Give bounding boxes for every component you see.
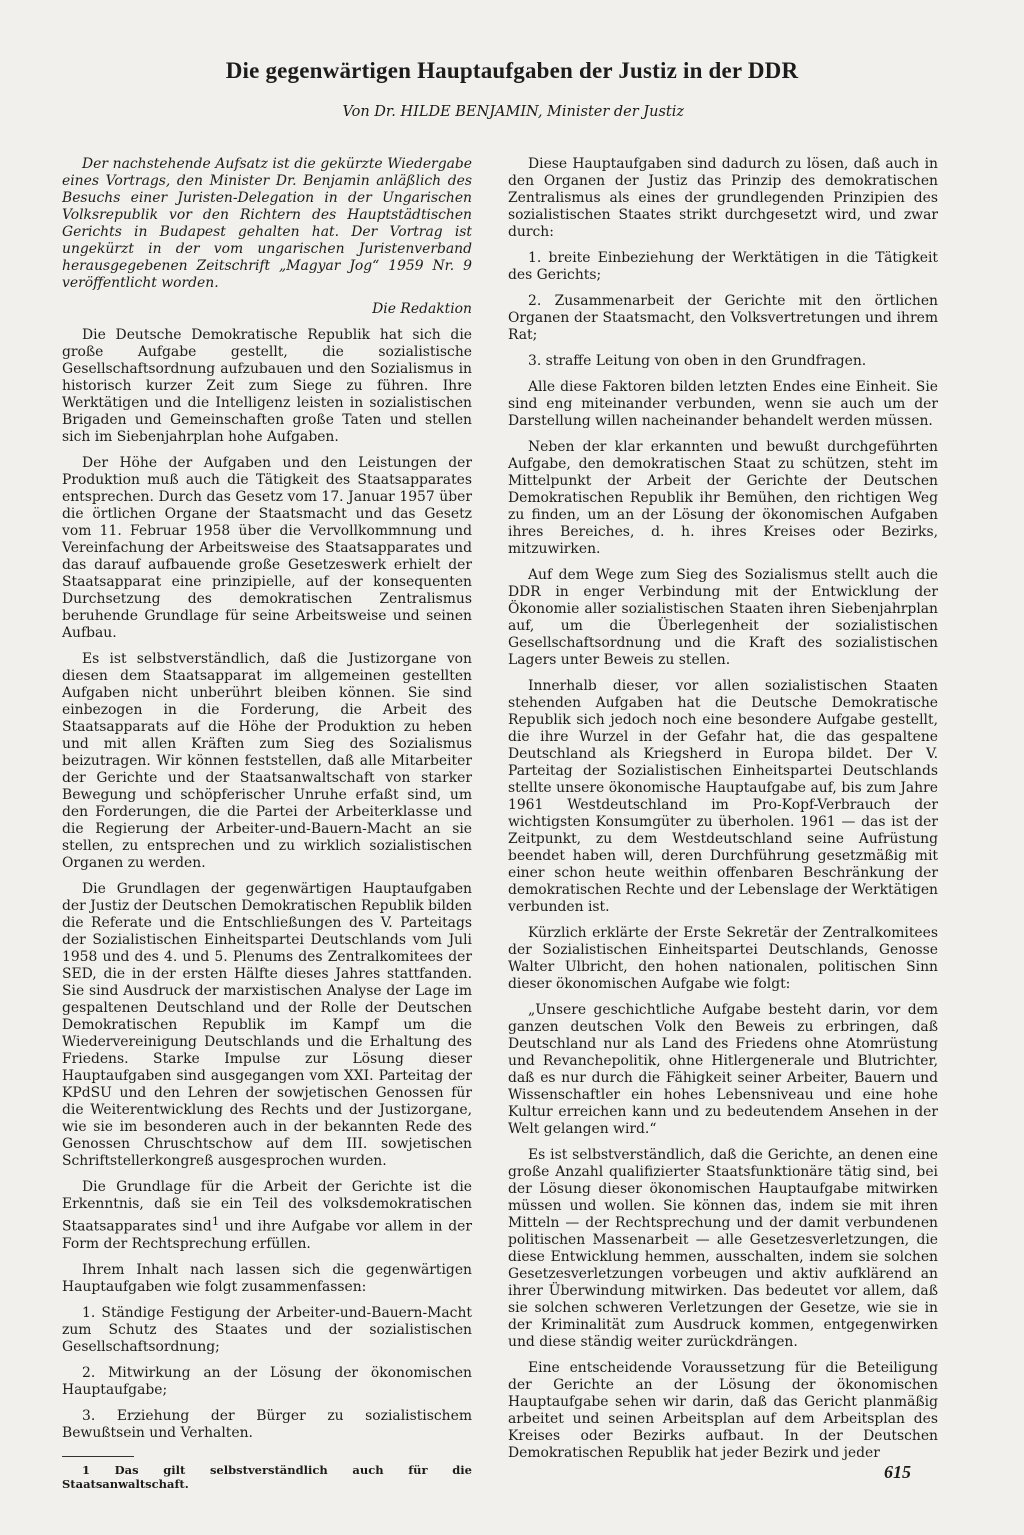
paragraph: Eine entscheidende Voraussetzung für die Beteiligung der Gerichte an der Lösung der ökonomischen Hauptaufgabe sehen wir darin, daß das Gericht planmäßig arbeitet und seinen Arbeitsplan auf dem Arbeitsplan des Kreises oder Bezirks aufbaut. In der Deutschen Demokratischen Republik hat jeder Bezirk und jeder [508, 1360, 938, 1461]
paragraph: Die Grundlagen der gegenwärtigen Hauptaufgaben der Justiz der Deutschen Demokratischen Republik bilden die Referate und die Entschließungen des V. Parteitags der Sozialistischen Einheitspartei Deutschlands vom Juli 1958 und des 4. und 5. Plenums des Zentralkomitees der SED, die in der ersten Hälfte dieses Jahres stattfanden. Sie sind Ausdruck der marxistischen Analyse der Lage im gespaltenen Deutschland und der Rolle der Deutschen Demokratischen Republik im Kampf um die Wiedervereinigung Deutschlands und die Erhaltung des Friedens. Starke Impulse zur Lösung dieser Hauptaufgaben sind ausgegangen vom XXI. Parteitag der KPdSU und den Lehren der sowjetischen Genossen für die Weiterentwicklung des Rechts und der Justizorgane, wie sie im besonderen auch in der bekannten Rede des Genossen Chruschtschow auf dem III. sowjetischen Schriftstellerkongreß ausgesprochen wurden. [62, 881, 472, 1169]
footnote-divider [62, 1456, 134, 1457]
footnote-marker: 1 [211, 1214, 220, 1228]
paragraph: Diese Hauptaufgaben sind dadurch zu lösen, daß auch in den Organen der Justiz das Prinzip des demokratischen Zentralismus als eines der grundlegenden Prinzipien des sozialistischen Staates strikt durchgesetzt wird, und zwar durch: [508, 156, 938, 240]
right-column [508, 156, 938, 1471]
list-item: 1. breite Einbeziehung der Werktätigen in die Tätigkeit des Gerichts; [508, 250, 938, 283]
paragraph: Es ist selbstverständlich, daß die Gerichte, an denen eine große Anzahl qualifizierter Staatsfunktionäre tätig sind, bei der Lösung dieser ökonomischen Hauptaufgabe mitwirken müssen und wollen. Sie können das, indem sie mit ihren Mitteln — der Rechtsprechung und der damit verbundenen politischen Massenarbeit — alle Gesetzesverletzungen, die diese Entwicklung hemmen, ausschalten, indem sie solchen Gesetzesverletzungen vorbeugen und aktiv aufklärend an ihrer Überwindung mitwirken. Das bedeutet vor allem, daß sie solchen schweren Verletzungen der Gesetze, wie sie in der Kriminalität zum Ausdruck kommen, entgegenwirken und diese ständig weiter zurückdrängen. [508, 1147, 938, 1350]
paragraph: Es ist selbstverständlich, daß die Justizorgane von diesen dem Staatsapparat im allgemeinen gestellten Aufgaben nicht unberührt bleiben können. Sie sind einbezogen in die Forderung, die Arbeit des Staatsapparats auf die Höhe der Produktion zu heben und mit allen Kräften zum Sieg des Sozialismus beizutragen. Wir können feststellen, daß alle Mitarbeiter der Gerichte und der Staatsanwaltschaft von starker Bewegung und schöpferischer Unruhe erfaßt sind, um den Forderungen, die die Partei der Arbeiterklasse und die Regierung der Arbeiter-und-Bauern-Macht an sie stellen, zu entsprechen und zu wirklich sozialistischen Organen zu werden. [62, 651, 472, 871]
page-number: 615 [884, 1462, 911, 1482]
list-item: 3. Erziehung der Bürger zu sozialistischem Bewußtsein und Verhalten. [62, 1407, 472, 1441]
paragraph: Auf dem Wege zum Sieg des Sozialismus stellt auch die DDR in enger Verbindung mit der Entwicklung der Ökonomie aller sozialistischen Staaten ihren Siebenjahrplan auf, um die Überlegenheit der sozialistischen Gesellschaftsordnung und die Kraft des sozialistischen Lagers unter Beweis zu stellen. [508, 567, 938, 668]
paragraph: Die Deutsche Demokratische Republik hat sich die große Aufgabe gestellt, die sozialistische Gesellschaftsordnung aufzubauen und den Sozialismus in historisch kurzer Zeit zum Siege zu führen. Ihre Werktätigen und die Intelligenz leisten in sozialistischen Brigaden und Gemeinschaften große Taten und stellen sich im Siebenjahrplan hohe Aufgaben. [62, 327, 472, 445]
list-item: 2. Mitwirkung an der Lösung der ökonomischen Hauptaufgabe; [62, 1364, 472, 1398]
editorial-signature: Die Redaktion [372, 301, 472, 317]
footnote: 1 Das gilt selbstverständlich auch für die Staatsanwaltschaft. [62, 1462, 472, 1491]
paragraph: Der Höhe der Aufgaben und den Leistungen der Produktion muß auch die Tätigkeit des Staatsapparates entsprechen. Durch das Gesetz vom 17. Januar 1957 über die örtlichen Organe der Staatsmacht und das Gesetz vom 11. Februar 1958 über die Vervollkommnung und Vereinfachung der Arbeitsweise des Staatsapparates und das darauf aufbauende große Gesetzeswerk erhielt der Staatsapparat eine prinzipielle, auf der konsequenten Durchsetzung des demokratischen Zentralismus beruhende Grundlage für seine Arbeitsweise und seinen Aufbau. [62, 455, 472, 641]
article-title: Die gegenwärtigen Hauptaufgaben der Justiz in der DDR [225, 58, 799, 83]
paragraph: Alle diese Faktoren bilden letzten Endes eine Einheit. Sie sind eng miteinander verbunden, wenn sie auch um der Darstellung willen nacheinander behandelt werden müssen. [508, 379, 938, 429]
paragraph: Ihrem Inhalt nach lassen sich die gegenwärtigen Hauptaufgaben wie folgt zusammenfassen: [62, 1261, 472, 1295]
paragraph: Neben der klar erkannten und bewußt durchgeführten Aufgabe, den demokratischen Staat zu schützen, steht im Mittelpunkt der Arbeit der Gerichte der Deutschen Demokratischen Republik ihr Bemühen, den richtigen Weg zu finden, um an der Lösung der ökonomischen Aufgaben ihres Bereiches, d. h. ihres Kreises oder Bezirks, mitzuwirken. [508, 439, 938, 557]
list-item: 3. straffe Leitung von oben in den Grundfragen. [528, 353, 867, 369]
paragraph: Kürzlich erklärte der Erste Sekretär der Zentralkomitees der Sozialistischen Einheitspartei Deutschlands, Genosse Walter Ulbricht, den hohen nationalen, politischen Sinn dieser ökonomischen Aufgabe wie folgt: [508, 925, 938, 992]
list-item: 2. Zusammenarbeit der Gerichte mit den örtlichen Organen der Staatsmacht, den Volksvertretungen und ihrem Rat; [508, 293, 938, 343]
left-column [62, 156, 472, 1500]
author-line: Von Dr. HILDE BENJAMIN, Minister der Justiz [342, 104, 684, 120]
paragraph-text: und ihre Aufgabe vor allem in der Form der Rechtsprechung erfüllen. [62, 1218, 472, 1252]
editorial-intro: Der nachstehende Aufsatz ist die gekürzte Wiedergabe eines Vortrags, den Minister Dr. Benjamin anläßlich des Besuchs einer Juristen-Delegation in der Ungarischen Volksrepublik vor den Richtern des Hauptstädtischen Gerichts in Budapest gehalten hat. Der Vortrag ist ungekürzt in der vom ungarischen Juristenverband herausgegebenen Zeitschrift „Magyar Jog“ 1959 Nr. 9 veröffentlicht worden. [62, 156, 472, 291]
paragraph [62, 1179, 472, 1253]
list-item: 1. Ständige Festigung der Arbeiter-und-Bauern-Macht zum Schutz des Staates und der sozialistischen Gesellschaftsordnung; [62, 1304, 472, 1355]
paragraph: Innerhalb dieser, vor allen sozialistischen Staaten stehenden Aufgaben hat die Deutsche Demokratische Republik sich jedoch noch eine besondere Aufgabe gestellt, die ihre Wurzel in der Gefahr hat, die das gespaltene Deutschland als Kriegsherd in Europa bildet. Der V. Parteitag der Sozialistischen Einheitspartei Deutschlands stellte unsere ökonomische Hauptaufgabe auf, bis zum Jahre 1961 Westdeutschland im Pro-Kopf-Verbrauch der wichtigsten Konsumgüter zu überholen. 1961 — das ist der Zeitpunkt, zu dem Westdeutschland seine Aufrüstung beendet haben will, deren Durchführung gesetzmäßig mit einer schon heute weithin offenbaren Beschränkung der demokratischen Rechte und der Lebenslage der Werktätigen verbunden ist. [508, 678, 938, 915]
paragraph-text: Die Grundlage für die Arbeit der Gerichte ist die Erkenntnis, daß sie ein Teil des volksdemokratischen Staatsapparates sind [62, 1179, 472, 1235]
block-quote: „Unsere geschichtliche Aufgabe besteht darin, vor dem ganzen deutschen Volk den Beweis zu erbringen, daß Deutschland nur als Land des Friedens ohne Atomrüstung und Revanchepolitik, ohne Hitlergenerale und Blutrichter, daß es nur durch die Fähigkeit seiner Arbeiter, Bauern und Wissenschaftler ein hohes Lebensniveau und eine hohe Kultur erreichen kann und zu bedeutendem Ansehen in der Welt gelangen wird.“ [508, 1002, 938, 1137]
